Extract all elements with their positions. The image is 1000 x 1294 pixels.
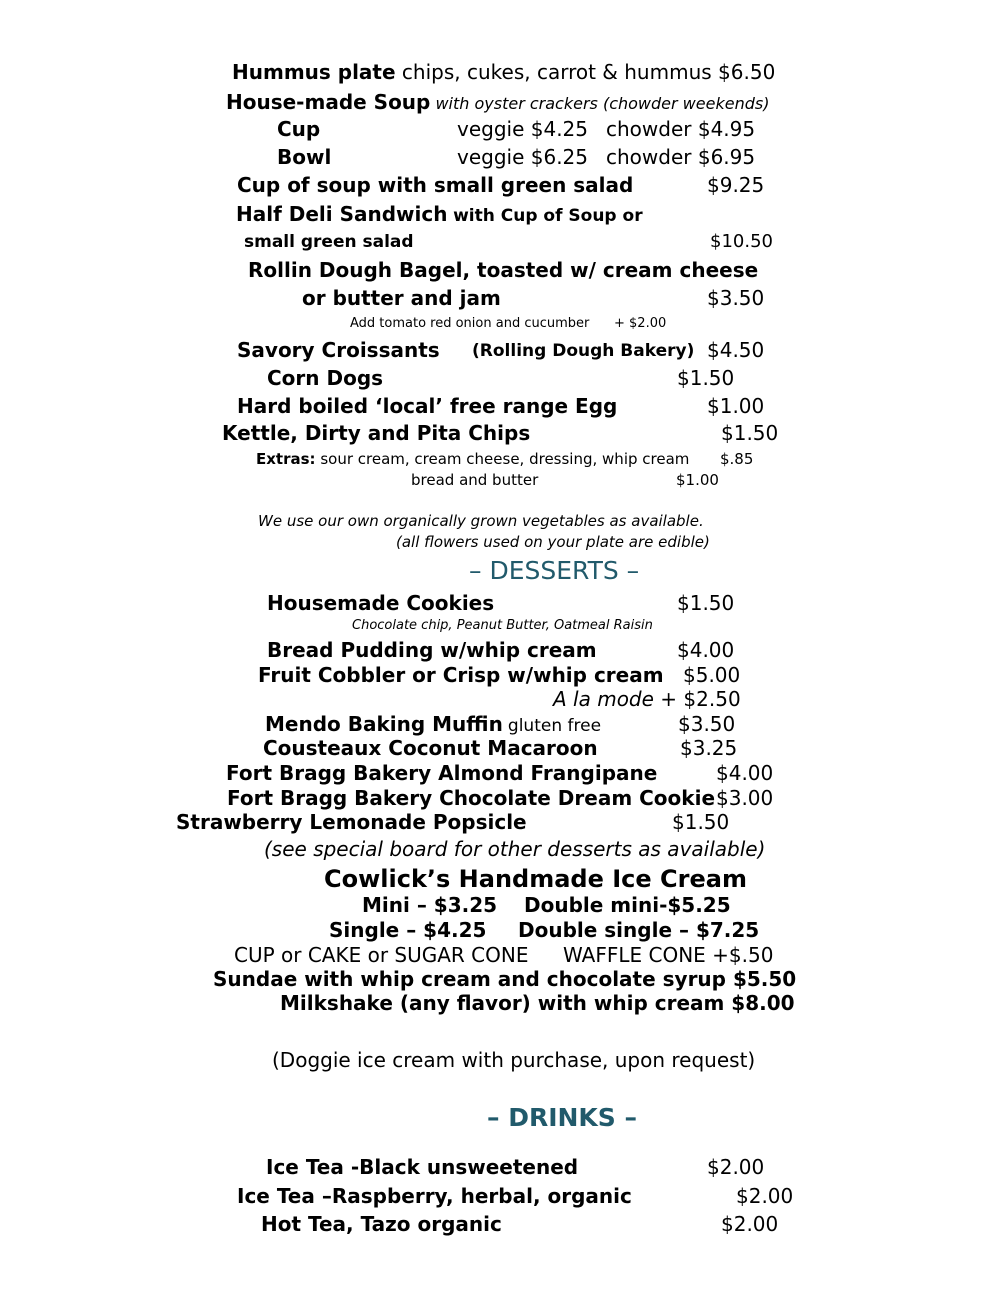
alamode-label: A la mode xyxy=(553,687,654,711)
item-half-deli-desc2: small green salad xyxy=(244,232,414,252)
icecream-doggie: (Doggie ice cream with purchase, upon request) xyxy=(272,1048,756,1072)
alamode-price: + $2.50 xyxy=(660,687,741,711)
dessert-cookies: Housemade Cookies xyxy=(267,591,495,615)
drinks-heading: – DRINKS – xyxy=(487,1103,638,1132)
dessert-popsicle: Strawberry Lemonade Popsicle xyxy=(176,810,527,834)
soup-cup-label: Cup xyxy=(277,117,321,141)
item-cup-salad-price: $9.25 xyxy=(707,173,765,197)
item-name: Half Deli Sandwich xyxy=(236,202,448,226)
dessert-dream-cookie-price: $3.00 xyxy=(716,786,774,810)
item-bagel-price: $3.50 xyxy=(707,286,765,310)
item-soup xyxy=(226,90,769,114)
soup-cup-chowder: chowder $4.95 xyxy=(606,117,756,141)
dessert-pudding: Bread Pudding w/whip cream xyxy=(267,638,597,662)
dessert-muffin xyxy=(265,712,601,736)
dessert-dream-cookie: Fort Bragg Bakery Chocolate Dream Cookie xyxy=(227,786,716,810)
dessert-cobbler-price: $5.00 xyxy=(683,663,741,687)
dessert-frangipane-price: $4.00 xyxy=(716,761,774,785)
item-hummus xyxy=(232,60,775,84)
dessert-pudding-price: $4.00 xyxy=(677,638,735,662)
item-bagel-addon: Add tomato red onion and cucumber xyxy=(350,316,590,331)
item-chips-price: $1.50 xyxy=(721,421,779,445)
item-croissant-desc: (Rolling Dough Bakery) xyxy=(472,341,695,361)
item-croissant: Savory Croissants xyxy=(237,338,440,362)
drink-raspberry-tea-price: $2.00 xyxy=(736,1184,794,1208)
note-organic: We use our own organically grown vegetables as available. xyxy=(258,512,704,530)
item-chips: Kettle, Dirty and Pita Chips xyxy=(222,421,531,445)
item-egg: Hard boiled ‘local’ free range Egg xyxy=(237,394,618,418)
drink-hot-tea: Hot Tea, Tazo organic xyxy=(261,1212,502,1236)
dessert-alamode xyxy=(553,687,741,711)
dessert-frangipane: Fort Bragg Bakery Almond Frangipane xyxy=(226,761,658,785)
item-corndog-price: $1.50 xyxy=(677,366,735,390)
item-cup-salad: Cup of soup with small green salad xyxy=(237,173,634,197)
item-name: House-made Soup xyxy=(226,90,431,114)
icecream-waffle: WAFFLE CONE +$.50 xyxy=(563,943,774,967)
item-extras xyxy=(256,450,689,468)
icecream-heading: Cowlick’s Handmade Ice Cream xyxy=(324,865,747,893)
dessert-macaroon-price: $3.25 xyxy=(680,736,738,760)
item-desc: with oyster crackers (chowder weekends) xyxy=(435,94,770,113)
item-bagel-line2: or butter and jam xyxy=(302,286,501,310)
item-desc: with Cup of Soup or xyxy=(453,206,643,226)
item-croissant-price: $4.50 xyxy=(707,338,765,362)
drink-raspberry-tea: Ice Tea –Raspberry, herbal, organic xyxy=(237,1184,632,1208)
desserts-heading: – DESSERTS – xyxy=(469,556,640,585)
item-half-deli xyxy=(236,202,643,226)
soup-bowl-veggie: veggie $6.25 xyxy=(457,145,589,169)
soup-bowl-chowder: chowder $6.95 xyxy=(606,145,756,169)
item-bagel-addon-price: + $2.00 xyxy=(614,316,667,331)
item-corndog: Corn Dogs xyxy=(267,366,384,390)
dessert-macaroon: Cousteaux Coconut Macaroon xyxy=(263,736,598,760)
item-egg-price: $1.00 xyxy=(707,394,765,418)
dessert-cookies-price: $1.50 xyxy=(677,591,735,615)
dessert-cookies-flavors: Chocolate chip, Peanut Butter, Oatmeal Raisin xyxy=(352,618,653,633)
dessert-popsicle-price: $1.50 xyxy=(672,810,730,834)
item-desc: chips, cukes, carrot & hummus xyxy=(401,60,712,84)
icecream-mini: Mini – $3.25 xyxy=(362,893,498,917)
item-extras-price: $.85 xyxy=(720,450,754,468)
icecream-double-mini: Double mini-$5.25 xyxy=(524,893,731,917)
icecream-milkshake: Milkshake (any flavor) with whip cream $8.00 xyxy=(280,991,795,1015)
dessert-special-note: (see special board for other desserts as available) xyxy=(264,837,766,861)
icecream-cones: CUP or CAKE or SUGAR CONE xyxy=(234,943,529,967)
icecream-double-single: Double single – $7.25 xyxy=(518,918,760,942)
item-name: Mendo Baking Muffin xyxy=(265,712,503,736)
item-bread-price: $1.00 xyxy=(676,471,719,489)
extras-label: Extras: xyxy=(256,450,316,468)
drink-hot-tea-price: $2.00 xyxy=(721,1212,779,1236)
item-bagel-line1: Rollin Dough Bagel, toasted w/ cream cheese xyxy=(248,258,759,282)
item-half-deli-price: $10.50 xyxy=(710,231,773,252)
extras-desc: sour cream, cream cheese, dressing, whip cream xyxy=(320,450,690,468)
drink-black-tea: Ice Tea -Black unsweetened xyxy=(266,1155,579,1179)
dessert-cobbler: Fruit Cobbler or Crisp w/whip cream xyxy=(258,663,664,687)
drink-black-tea-price: $2.00 xyxy=(707,1155,765,1179)
item-name: Hummus plate xyxy=(232,60,396,84)
soup-bowl-label: Bowl xyxy=(277,145,332,169)
item-price: $6.50 xyxy=(718,60,776,84)
icecream-single: Single – $4.25 xyxy=(329,918,487,942)
soup-cup-veggie: veggie $4.25 xyxy=(457,117,589,141)
note-flowers: (all flowers used on your plate are edible) xyxy=(396,533,710,551)
icecream-sundae: Sundae with whip cream and chocolate syrup $5.50 xyxy=(213,967,797,991)
item-desc: gluten free xyxy=(507,716,602,736)
dessert-muffin-price: $3.50 xyxy=(678,712,736,736)
item-bread: bread and butter xyxy=(411,471,539,489)
